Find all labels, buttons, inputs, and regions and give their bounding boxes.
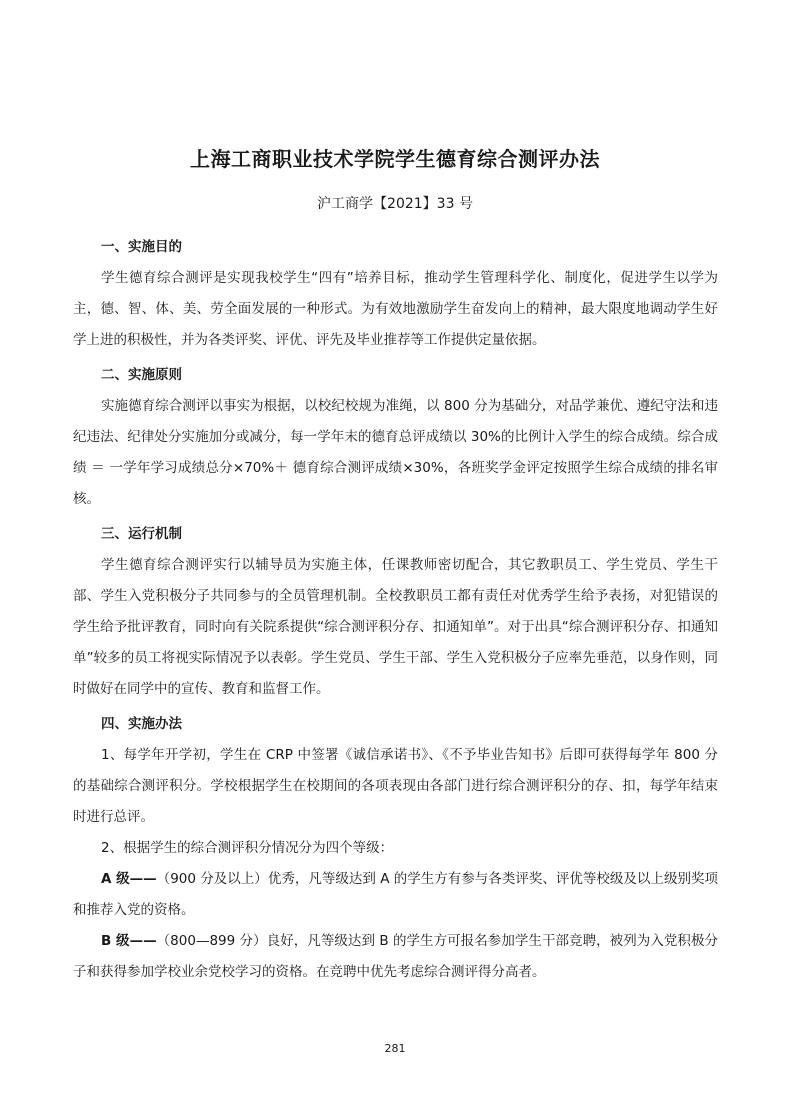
grade-a-label: A 级—— bbox=[101, 871, 157, 887]
paragraph: 1、每学年开学初，学生在 CRP 中签署《诚信承诺书》、《不予毕业告知书》后即可获得每学年 800 分的基础综合测评积分。学校根据学生在校期间的各项表现由各部门进行综合测评积分的存、扣，每学年结束时进行总评。 bbox=[73, 747, 718, 825]
grade-b-text: （800—899 分）良好，凡等级达到 B 的学生方可报名参加学生干部竞聘，被列为入党积极分子和获得参加学校业余党校学习的资格。在竞聘中优先考虑综合测评得分高者。 bbox=[73, 933, 718, 980]
paragraph: 2、根据学生的综合测评积分情况分为四个等级： bbox=[101, 840, 394, 856]
section-heading-mechanism: 三、运行机制 bbox=[101, 526, 182, 542]
grade-b-label: B 级—— bbox=[101, 933, 157, 949]
paragraph: 学生德育综合测评实行以辅导员为实施主体，任课教师密切配合，其它教职员工、学生党员、学生干部、学生入党积极分子共同参与的全员管理机制。全校教职员工都有责任对优秀学生给予表扬，对犯错误的学生给予批评教育，同时向有关院系提供“综合测评积分存、扣通知单”。对于出具“综合测评积分存、扣通知单”较多的员工将视实际情况予以表彰。学生党员、学生干部、学生入党积极分子应率先垂范，以身作则，同时做好在同学中的宣传、教育和监督工作。 bbox=[73, 557, 718, 697]
section-heading-principles: 二、实施原则 bbox=[101, 367, 182, 383]
document-body bbox=[73, 228, 718, 988]
grade-a-text: （900 分及以上）优秀，凡等级达到 A 的学生方有参与各类评奖、评优等校级及以上级别奖项和推荐入党的资格。 bbox=[73, 871, 718, 918]
paragraph: 学生德育综合测评是实现我校学生“四有”培养目标，推动学生管理科学化、制度化，促进学生以学为主，德、智、体、美、劳全面发展的一种形式。为有效地激励学生奋发向上的精神，最大限度地调动学生好学上进的积极性，并为各类评奖、评优、评先及毕业推荐等工作提供定量依据。 bbox=[73, 270, 718, 348]
section-heading-purpose: 一、实施目的 bbox=[101, 239, 182, 255]
document-number: 沪工商学【2021】33 号 bbox=[317, 196, 473, 212]
grade-a-paragraph bbox=[73, 864, 718, 926]
page-number: 281 bbox=[384, 1042, 406, 1055]
document-title: 上海工商职业技术学院学生德育综合测评办法 bbox=[190, 147, 600, 171]
section-heading-methods: 四、实施办法 bbox=[101, 716, 182, 732]
grade-b-paragraph bbox=[73, 926, 718, 988]
paragraph: 实施德育综合测评以事实为根据，以校纪校规为准绳，以 800 分为基础分，对品学兼优、遵纪守法和违纪违法、纪律处分实施加分或减分，每一学年末的德育总评成绩以 30%的比例计入学生的综合成绩。综合成绩 ＝ 一学年学习成绩总分×70%＋ 德育综合测评成绩×30%，各班奖学金评定按照学生综合成绩的排名审核。 bbox=[73, 398, 718, 507]
